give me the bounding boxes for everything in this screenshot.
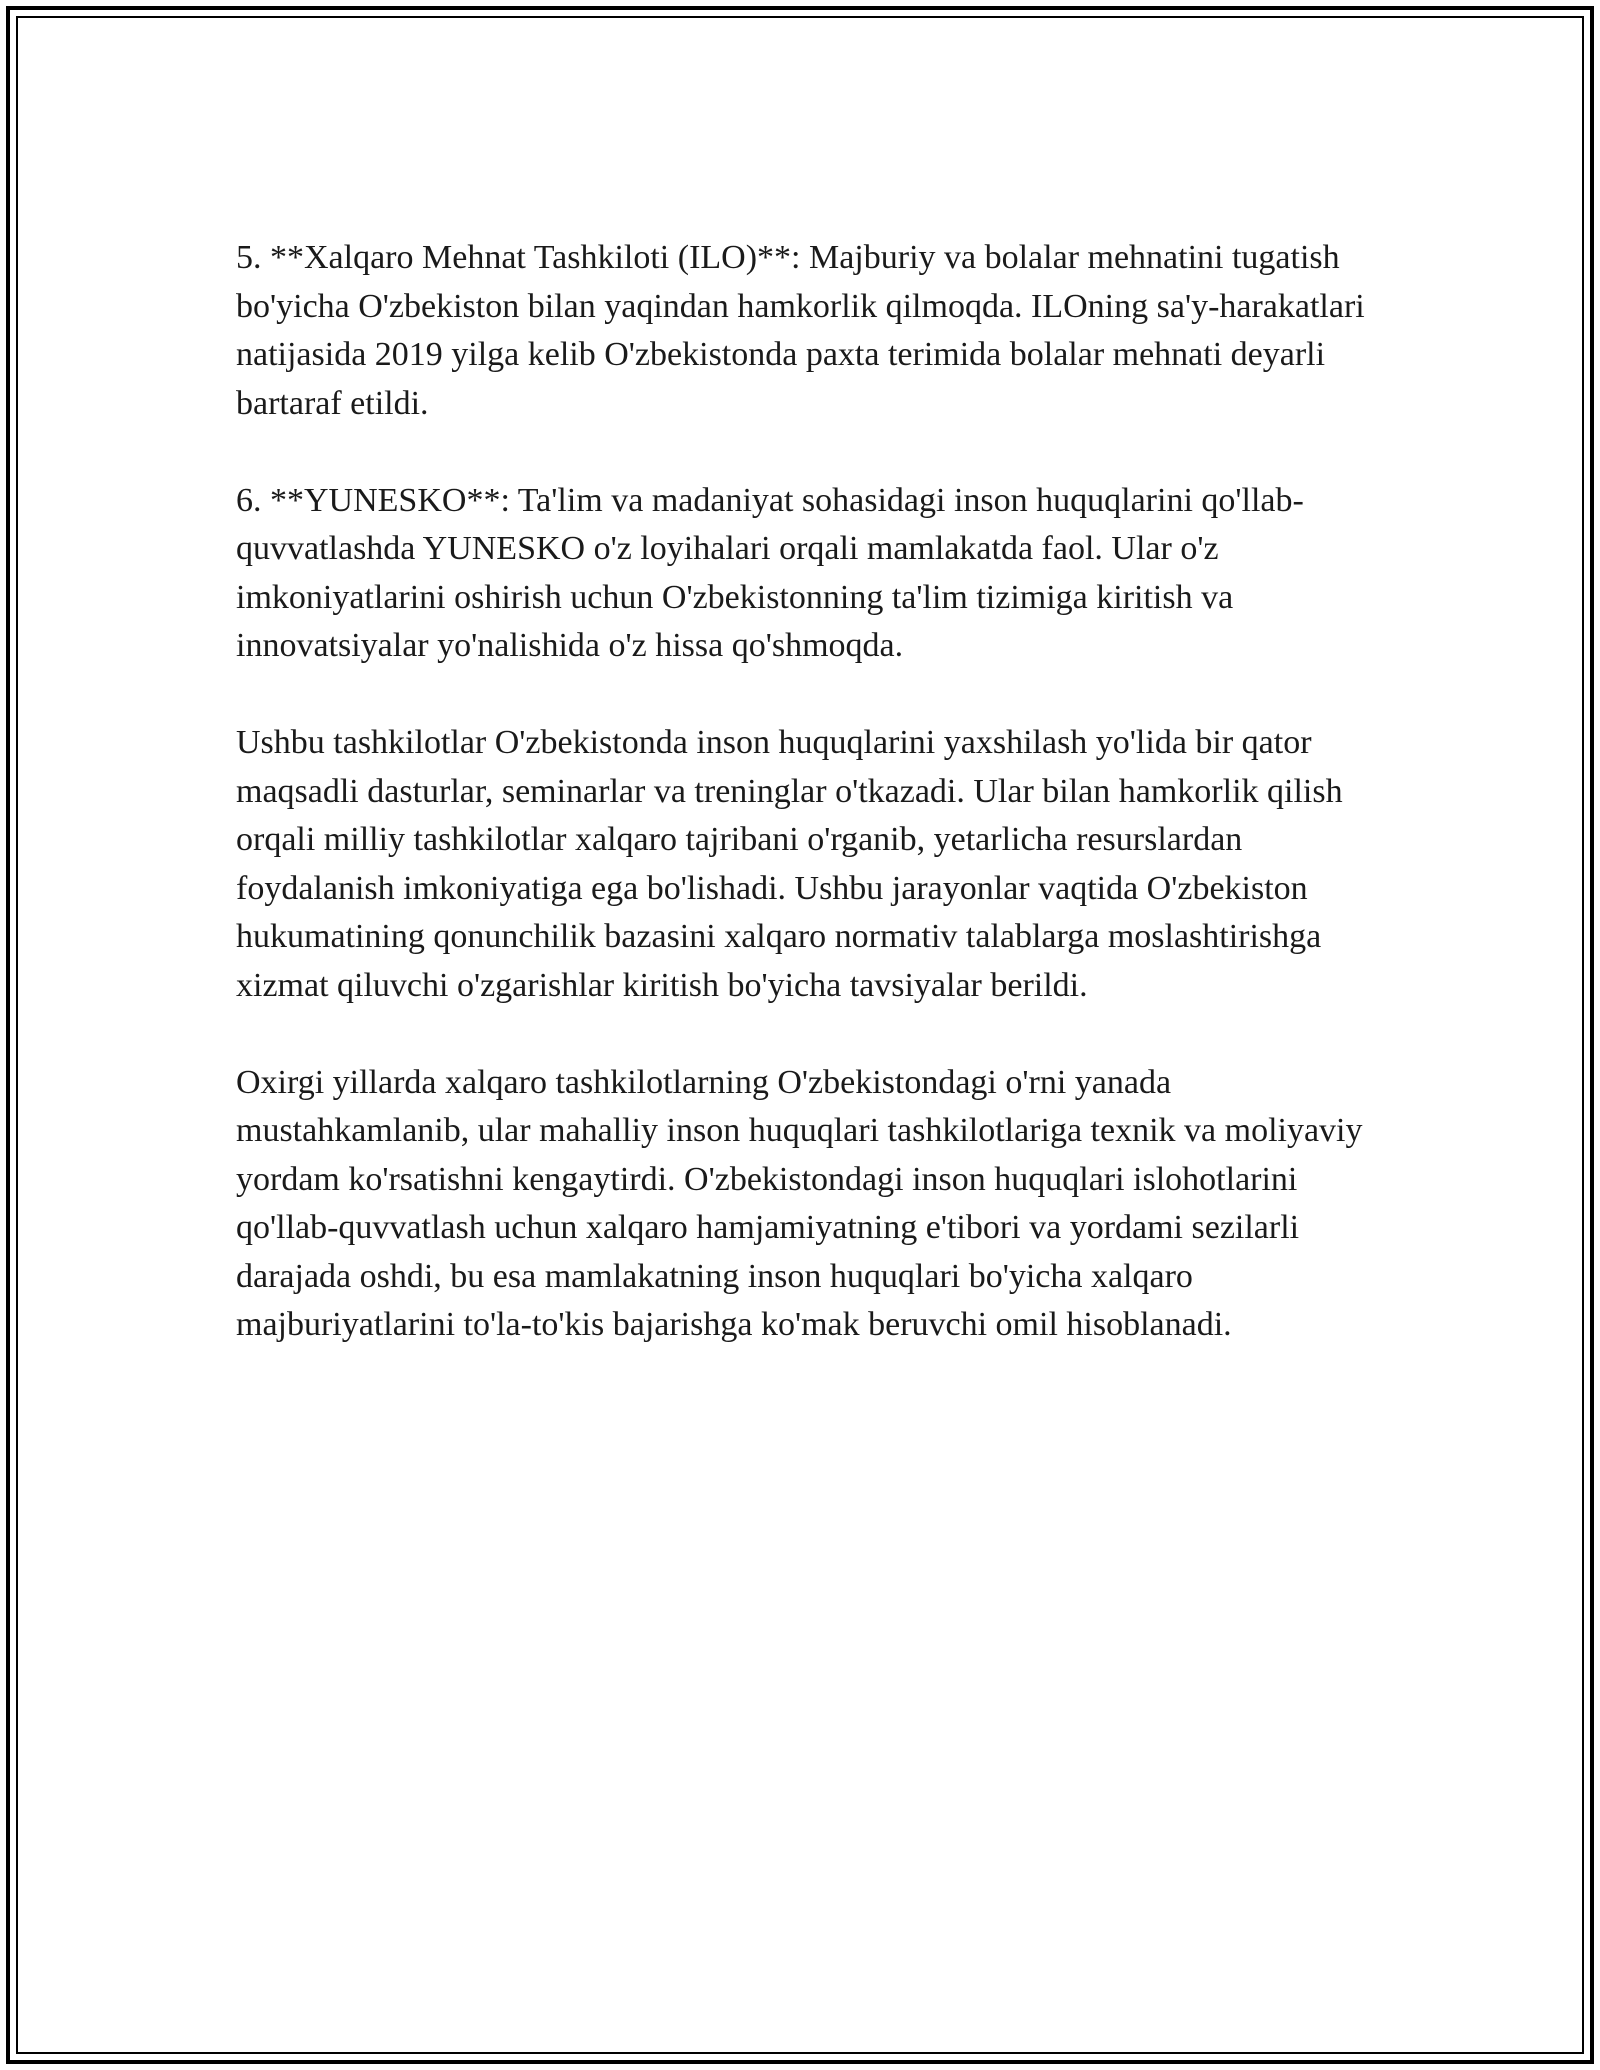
document-body — [236, 234, 1386, 1398]
paragraph-yunesko: 6. **YUNESKO**: Ta'lim va madaniyat sohasidagi inson huquqlarini qo'llab-quvvatlashda YUNESKO o'z loyihalari orqali mamlakatda faol. Ular o'z imkoniyatlarini oshirish uchun O'zbekistonning ta'lim tizimiga kiritish va innovatsiyalar yo'nalishida o'z hissa qo'shmoqda. — [236, 481, 1304, 664]
paragraph-ilo: 5. **Xalqaro Mehnat Tashkiloti (ILO)**: Majburiy va bolalar mehnatini tugatish bo'yicha O'zbekiston bilan yaqindan hamkorlik qilmoqda. ILOning sa'y-harakatlari natijasida 2019 yilga kelib O'zbekistonda paxta terimida bolalar mehnati deyarli bartaraf etildi. — [236, 239, 1365, 422]
paragraph-programs: Ushbu tashkilotlar O'zbekistonda inson huquqlarini yaxshilash yo'lida bir qator maqsadli dasturlar, seminarlar va treninglar o'tkazadi. Ular bilan hamkorlik qilish orqali milliy tashkilotlar xalqaro tajribani o'rganib, yetarlicha resurslardan foydalanish imkoniyatiga ega bo'lishadi. Ushbu jarayonlar vaqtida O'zbekiston hukumatining qonunchilik bazasini xalqaro normativ talablarga moslashtirishga xizmat qiluvchi o'zgarishlar kiritish bo'yicha tavsiyalar berildi. — [236, 724, 1343, 1004]
paragraph-recent-years: Oxirgi yillarda xalqaro tashkilotlarning O'zbekistondagi o'rni yanada mustahkamlanib, ular mahalliy inson huquqlari tashkilotlariga texnik va moliyaviy yordam ko'rsatishni kengaytirdi. O'zbekistondagi inson huquqlari islohotlarini qo'llab-quvvatlash uchun xalqaro hamjamiyatning e'tibori va yordami sezilarli darajada oshdi, bu esa mamlakatning inson huquqlari bo'yicha xalqaro majburiyatlarini to'la-to'kis bajarishga ko'mak beruvchi omil hisoblanadi. — [236, 1063, 1363, 1343]
